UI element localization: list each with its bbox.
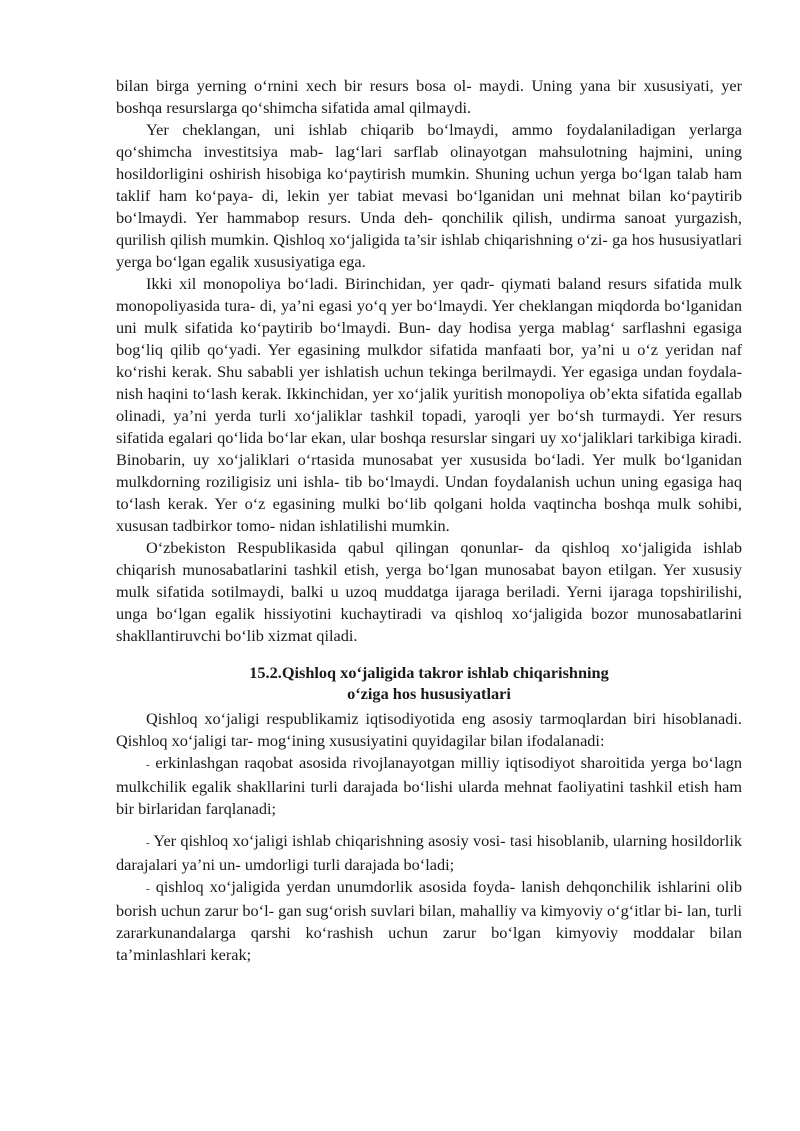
list-item-text: qishloq xo‘jaligida yerdan unumdorlik asosida foyda- lanish dehqonchilik ishlarini olib borish uchun zarur bo‘l- gan sug‘orish suvlari bilan, mahalliy va kimyoviy o‘g‘itlar bi- lan, turli zararkunandalarga qarshi ko‘rashish uchun zarur bo‘lgan kimyoviy moddalar bilan ta’minlashlari kerak; — [116, 877, 742, 964]
paragraph-monopoly: Ikki xil monopoliya bo‘ladi. Birinchidan, yer qadr- qiymati baland resurs sifatida mulk monopoliyasida tura- di, ya’ni egasi yo‘q yer bo‘lmaydi. Yer cheklangan miqdorda bo‘lganidan uni mulk sifatida ko‘paytirib bo‘lmaydi. Bun- day hodisa yerga mablag‘ sarflashni egasiga bog‘liq qilib qo‘yadi. Yer egasining mulkdor sifatida manfaati bor, ya’ni u o‘z yeridan naf ko‘rishi kerak. Shu sababli yer ishlatish uchun tekinga berilmaydi. Yer egasiga undan foydala- nish haqini to‘lash kerak. Ikkinchidan, yer xo‘jalik yuritish monopoliya ob’ekta sifatida egallab olinadi, ya’ni yerda turli xo‘jaliklar tashkil topadi, yaroqli yer bo‘sh turmaydi. Yer resurs sifatida egalari qo‘lida bo‘lar ekan, ular boshqa resurslar singari uy xo‘jaliklari tarkibiga kiradi. Binobarin, uy xo‘jaliklari o‘rtasida munosabat yer xususida bo‘ladi. Yer mulk bo‘lganidan mulkdorning roziligisiz uni ishla- tib bo‘lmaydi. Undan foydalanish uchun uning egasiga haq to‘lash kerak. Yer o‘z egasining mulki bo‘lib qolgani holda vaqtincha boshqa mulk sohibi, xususan tadbirkor tomo- nidan ishlatilishi mumkin. — [116, 274, 742, 535]
paragraph-continuation: bilan birga yerning o‘rnini xech bir resurs bosa ol- maydi. Uning yana bir xususiyati, yer boshqa resurslarga qo‘shimcha sifatida amal qilmaydi. — [116, 76, 742, 117]
section-heading — [116, 662, 742, 704]
list-item-text: erkinlashgan raqobat asosida rivojlanayotgan milliy iqtisodiyot sharoitida yerga bo‘lagn mulkchilik egalik shakllarini turli darajada bo‘lishi ularda mehnat faoliyatini tashkil etish ham bir birlaridan farqlanadi; — [116, 753, 742, 818]
list-item — [116, 752, 742, 820]
section-heading-line-2: o‘ziga hos hususiyatlari — [347, 684, 511, 703]
list-gap — [116, 820, 742, 830]
list-item — [116, 830, 742, 876]
section-heading-line-1: 15.2.Qishloq xo‘jaligida takror ishlab chiqarishning — [249, 663, 609, 682]
list-item — [116, 876, 742, 966]
document-page — [116, 75, 742, 966]
list-dash: - — [146, 883, 150, 895]
paragraph-land-limited: Yer cheklangan, uni ishlab chiqarib bo‘lmaydi, ammo foydalaniladigan yerlarga qo‘shimcha investitsiya mab- lag‘lari sarflab olinayotgan mahsulotning hajmini, uning hosildorligini oshirish hisobiga ko‘paytirish mumkin. Shuning uchun yerga bo‘lgan talab ham taklif ham ko‘paya- di, lekin yer tabiat mevasi bo‘lganidan uni mehnat bilan ko‘paytirib bo‘lmaydi. Yer hammabop resurs. Unda deh- qonchilik qilish, undirma sanoat yurgazish, qurilish qilish mumkin. Qishloq xo‘jaligida ta’sir ishlab chiqarishning o‘zi- ga hos hususiyatlari yerga bo‘lgan egalik xususiyatiga ega. — [116, 120, 742, 271]
paragraph-uzbekistan-laws: O‘zbekiston Respublikasida qabul qilingan qonunlar- da qishloq xo‘jaligida ishlab chiqarish munosabatlarini tashkil etish, yerga bo‘lgan munosabat bayon etilgan. Yer xususiy mulk sifatida sotilmaydi, balki u uzoq muddatga ijaraga beriladi. Yerni ijaraga topshirilishi, unga bo‘lgan egalik hissiyotini kuchaytiradi va qishloq xo‘jaligida bozor munosabatlarini shakllantiruvchi bo‘lib xizmat qiladi. — [116, 538, 742, 645]
list-item-text: Yer qishloq xo‘jaligi ishlab chiqarishning asosiy vosi- tasi hisoblanib, ularning hosildorlik darajalari ya’ni un- umdorligi turli darajada bo‘ladi; — [116, 831, 742, 874]
paragraph-intro: Qishloq xo‘jaligi respublikamiz iqtisodiyotida eng asosiy tarmoqlardan biri hisoblanadi. Qishloq xo‘jaligi tar- mog‘ining xususiyatini quyidagilar bilan ifodalanadi: — [116, 709, 742, 750]
list-dash: - — [146, 759, 150, 771]
list-dash: - — [146, 837, 150, 849]
